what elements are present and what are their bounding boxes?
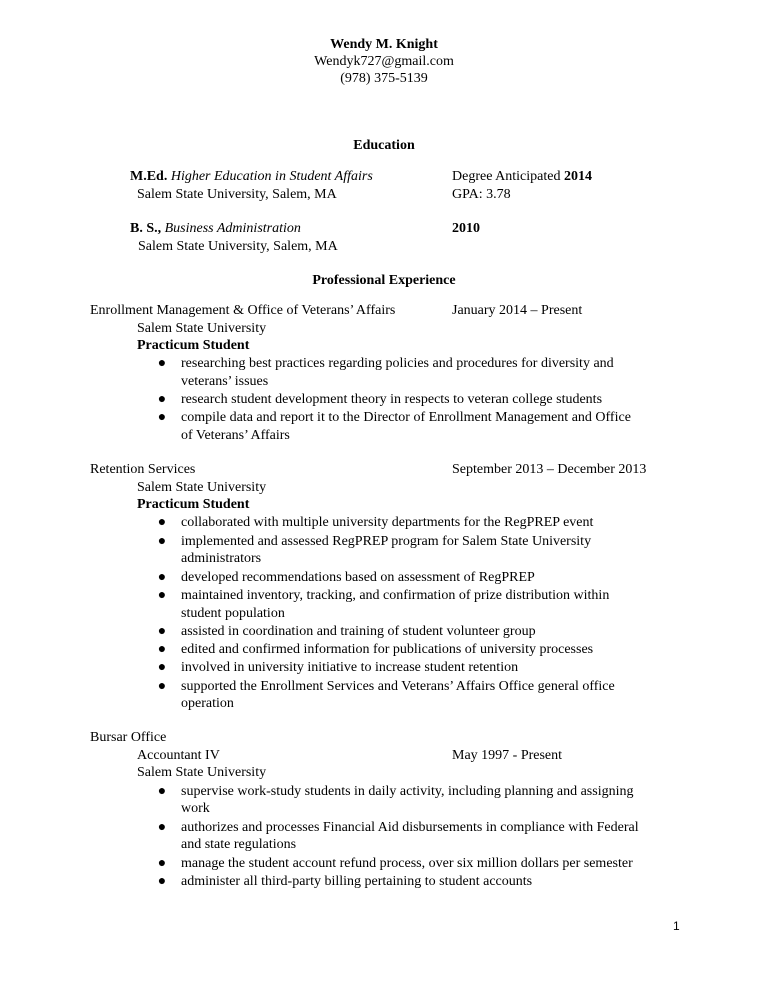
- bullet-icon: ●: [157, 410, 167, 425]
- bullet-icon: ●: [157, 820, 167, 835]
- bullet-icon: ●: [157, 515, 167, 530]
- job-3-dates: May 1997 - Present: [452, 748, 563, 763]
- job-2-department: Retention Services: [90, 462, 196, 477]
- degree-1-school: Salem State University, Salem, MA: [137, 187, 337, 202]
- job-3-department: Bursar Office: [90, 730, 167, 745]
- bullet-icon: ●: [157, 624, 167, 639]
- degree-1-gpa: GPA: 3.78: [452, 187, 511, 202]
- bullet-icon: ●: [157, 784, 167, 799]
- bullet-icon: ●: [157, 679, 167, 694]
- resume-name: Wendy M. Knight: [330, 37, 438, 52]
- page-number: 1: [673, 919, 680, 933]
- bullet-icon: ●: [157, 642, 167, 657]
- bullet-icon: ●: [157, 356, 167, 371]
- education-heading: Education: [353, 138, 415, 153]
- job-2-employer: Salem State University: [137, 480, 267, 495]
- bullet-icon: ●: [157, 588, 167, 603]
- job-1-department: Enrollment Management & Office of Veterans’ Affairs: [90, 303, 396, 318]
- bullet-icon: ●: [157, 856, 167, 871]
- job-2-title: Practicum Student: [137, 497, 250, 512]
- bullet-icon: ●: [157, 570, 167, 585]
- bullet-icon: ●: [157, 392, 167, 407]
- job-1-title: Practicum Student: [137, 338, 250, 353]
- bullet-icon: ●: [157, 874, 167, 889]
- phone: (978) 375-5139: [340, 71, 428, 86]
- job-3-title: Accountant IV: [137, 748, 220, 763]
- job-1-dates: January 2014 – Present: [452, 303, 583, 318]
- degree-2-school: Salem State University, Salem, MA: [138, 239, 338, 254]
- job-2-dates: September 2013 – December 2013: [452, 462, 647, 477]
- bullet-icon: ●: [157, 660, 167, 675]
- degree-1-title: M.Ed. Higher Education in Student Affairs: [130, 169, 373, 184]
- degree-2-title: B. S., Business Administration: [130, 221, 301, 236]
- bullet-icon: ●: [157, 534, 167, 549]
- degree-2-year: 2010: [452, 221, 480, 236]
- job-3-employer: Salem State University: [137, 765, 267, 780]
- experience-heading: Professional Experience: [312, 273, 456, 288]
- email: Wendyk727@gmail.com: [314, 54, 454, 69]
- job-1-employer: Salem State University: [137, 321, 267, 336]
- degree-1-date: Degree Anticipated 2014: [452, 169, 592, 184]
